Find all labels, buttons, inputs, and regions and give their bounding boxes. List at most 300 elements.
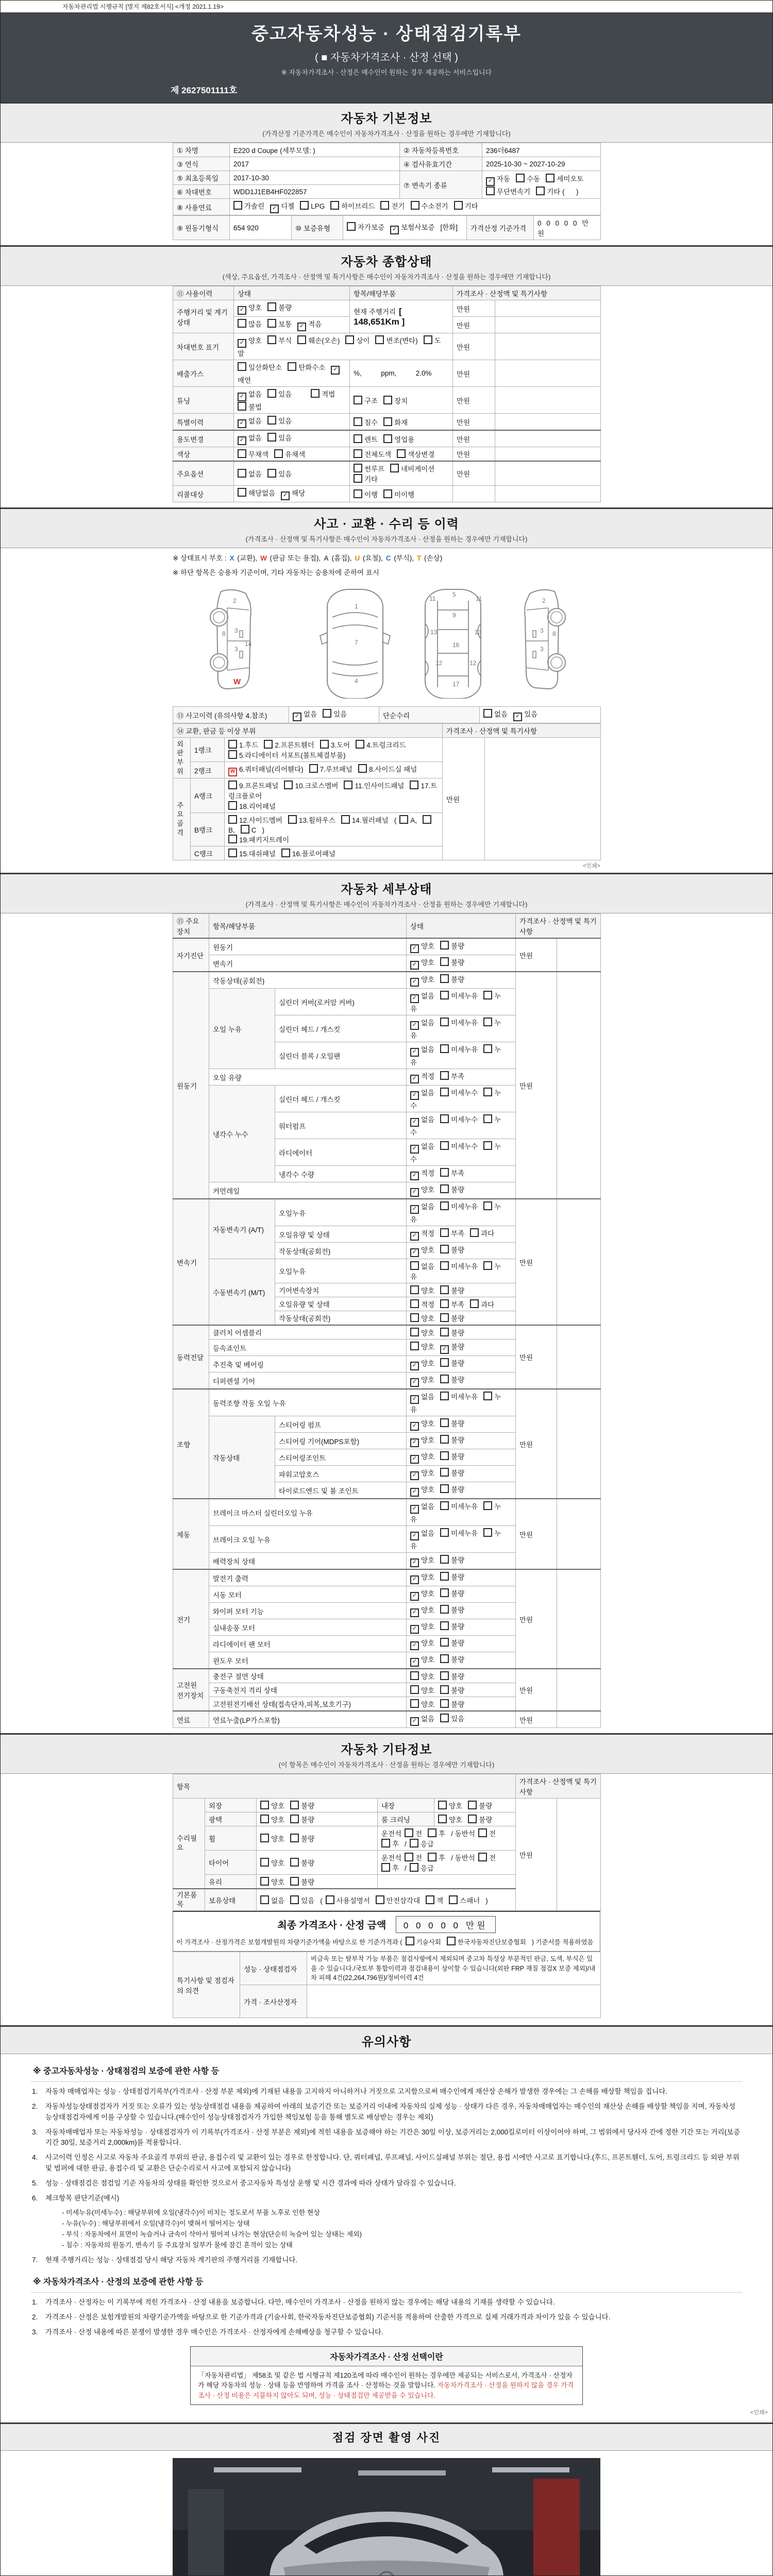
table-cell: 만원: [453, 333, 495, 360]
checkbox[interactable]: [267, 416, 276, 425]
checkbox[interactable]: [440, 1228, 449, 1237]
checkbox[interactable]: [267, 389, 276, 398]
table-cell: [257, 1875, 378, 1889]
checkbox[interactable]: [423, 815, 431, 824]
inline-text: 이 가격조사 · 산정가격은 보험개발원의 차량기준가액을 바탕으로 한 기준가격과 (: [176, 1939, 402, 1946]
checkbox[interactable]: [483, 1501, 492, 1510]
checkbox[interactable]: [260, 1815, 269, 1823]
checkbox-label: 많음: [248, 320, 262, 328]
checkbox[interactable]: [238, 419, 246, 428]
checkbox[interactable]: [410, 1658, 419, 1667]
checkbox[interactable]: [290, 1801, 299, 1809]
checkbox[interactable]: [354, 449, 362, 458]
checkbox[interactable]: [330, 201, 339, 210]
checkbox[interactable]: [410, 1685, 419, 1694]
checkbox[interactable]: [440, 1114, 449, 1123]
checkbox[interactable]: [440, 1358, 449, 1367]
checkbox[interactable]: [440, 1484, 449, 1493]
checkbox[interactable]: [410, 1532, 419, 1540]
table-cell: 2025-10-30 ~ 2027-10-29: [482, 157, 601, 171]
checkbox[interactable]: [438, 1801, 447, 1809]
checkbox[interactable]: [238, 469, 246, 478]
checkbox[interactable]: [428, 1828, 436, 1837]
checkbox[interactable]: [356, 740, 364, 749]
checkbox[interactable]: [238, 402, 246, 411]
checkbox[interactable]: [410, 1313, 419, 1322]
checkbox-label: 불량: [451, 1329, 465, 1337]
checkbox[interactable]: [440, 974, 449, 983]
checkbox[interactable]: [428, 1853, 436, 1861]
table-cell: [407, 1416, 516, 1433]
table-cell: 타이어: [205, 1851, 257, 1875]
checkbox-label: 불량: [451, 1420, 465, 1428]
table-cell: [378, 1851, 516, 1875]
checkbox[interactable]: [300, 201, 309, 210]
checkbox-label: 누수: [410, 1143, 501, 1163]
checkbox[interactable]: [478, 1853, 487, 1861]
print-mark-2[interactable]: <인쇄>: [750, 2410, 768, 2416]
checkbox[interactable]: [440, 1685, 449, 1694]
checkbox[interactable]: [341, 815, 350, 824]
checkbox[interactable]: [410, 1717, 419, 1726]
checkbox[interactable]: [440, 1044, 449, 1053]
checkbox-label: 미세누유: [451, 1046, 478, 1054]
checkbox[interactable]: [228, 849, 237, 857]
checkbox[interactable]: [483, 709, 492, 718]
table-cell: 실린더 헤드 / 개스킷: [275, 1015, 407, 1042]
checkbox[interactable]: [238, 319, 246, 328]
table-cell: [495, 414, 601, 431]
checkbox-label: 9.프론트패널: [239, 782, 279, 790]
checkbox[interactable]: [267, 319, 276, 328]
checkbox[interactable]: [483, 1141, 492, 1150]
checkbox[interactable]: [410, 994, 419, 1003]
table-cell: 만원: [516, 1669, 557, 1711]
checkbox[interactable]: [288, 815, 297, 824]
checkbox[interactable]: [410, 1505, 419, 1514]
checkbox[interactable]: [383, 489, 392, 498]
panel-number: 12: [435, 659, 443, 667]
checkbox-label: 불량: [451, 976, 465, 984]
table-cell: [407, 1182, 516, 1199]
checkbox[interactable]: [410, 1438, 419, 1447]
checkbox[interactable]: [440, 1418, 449, 1427]
checkbox[interactable]: [238, 306, 246, 315]
checkbox[interactable]: [440, 1671, 449, 1680]
checkbox-label: 미세누유: [451, 1019, 478, 1027]
checkbox[interactable]: [228, 815, 237, 824]
checkbox[interactable]: [440, 1654, 449, 1663]
checkbox[interactable]: [410, 1188, 419, 1197]
panel-number: 9: [452, 612, 456, 619]
checkbox[interactable]: [331, 366, 340, 375]
checkbox[interactable]: [440, 1572, 449, 1581]
checkbox-label: 불량: [301, 1859, 315, 1867]
checkbox[interactable]: [238, 362, 246, 371]
checkbox[interactable]: [390, 226, 399, 234]
checkbox[interactable]: [410, 1641, 419, 1650]
checkbox[interactable]: [410, 1232, 419, 1241]
checkbox[interactable]: [228, 768, 237, 776]
table-cell: [495, 300, 601, 317]
table-cell: 변속기: [173, 1199, 209, 1325]
checkbox[interactable]: [440, 1714, 449, 1722]
checkbox[interactable]: [383, 417, 392, 426]
checkbox[interactable]: [410, 1118, 419, 1127]
checkbox[interactable]: [228, 781, 237, 789]
checkbox[interactable]: [281, 492, 290, 500]
checkbox[interactable]: [288, 362, 296, 371]
checkbox[interactable]: [440, 1638, 449, 1647]
checkbox-label: 불량: [451, 1687, 465, 1694]
checkbox[interactable]: [440, 1299, 449, 1308]
table-cell: [407, 1297, 516, 1311]
checkbox[interactable]: [483, 1201, 492, 1210]
checkbox[interactable]: [267, 302, 276, 311]
checkbox[interactable]: [410, 961, 419, 970]
checkbox-label: C: [251, 826, 257, 834]
checkbox[interactable]: [438, 1815, 447, 1823]
checkbox-label: 18.리어패널: [239, 803, 276, 810]
table-cell: ⑬ 사고이력 (유의사항 4.참조): [173, 707, 289, 723]
table-cell: [407, 1526, 516, 1553]
checkbox[interactable]: [440, 991, 449, 999]
checkbox-label: 이행: [364, 490, 378, 499]
checkbox-label: 불량: [451, 1186, 465, 1194]
checkbox-label: 양호: [449, 1802, 463, 1810]
table-cell: 커먼레일: [209, 1182, 407, 1199]
checkbox[interactable]: [483, 1088, 492, 1096]
checkbox[interactable]: [536, 187, 545, 195]
checkbox[interactable]: [440, 1168, 449, 1177]
notice-body: [31, 2054, 768, 2418]
checkbox[interactable]: [440, 1605, 449, 1614]
checkbox[interactable]: [381, 1839, 390, 1848]
table-cell: 수동변속기 (M/T): [209, 1259, 275, 1326]
checkbox[interactable]: [397, 449, 406, 458]
checkbox[interactable]: [233, 201, 242, 210]
checkbox[interactable]: [410, 1608, 419, 1617]
checkbox[interactable]: [410, 978, 419, 987]
checkbox[interactable]: [405, 1853, 413, 1861]
checkbox[interactable]: [410, 1075, 419, 1083]
checkbox[interactable]: [375, 335, 384, 344]
checkbox[interactable]: [440, 1071, 449, 1080]
checkbox[interactable]: [281, 849, 290, 857]
table-cell: 원동기: [209, 938, 407, 955]
checkbox[interactable]: [410, 1299, 419, 1308]
checkbox[interactable]: [440, 1328, 449, 1336]
notice-item: 3. 가격조사 · 산정 내용에 따른 분쟁이 발생한 경우 매수인은 가격조사 · 산정자에게 손해배상을 청구할 수 있습니다.: [32, 2328, 383, 2336]
table-cell: 냉각수 누수: [209, 1086, 275, 1182]
checkbox[interactable]: [449, 1895, 458, 1904]
checkbox[interactable]: [483, 1018, 492, 1026]
checkbox[interactable]: [440, 1468, 449, 1477]
panel-number: 8: [552, 630, 556, 637]
table-cell: [350, 447, 453, 462]
checkbox[interactable]: [410, 1625, 419, 1634]
checkbox[interactable]: [238, 449, 246, 458]
checkbox[interactable]: [410, 781, 418, 789]
table-row: [173, 199, 601, 215]
checkbox[interactable]: [345, 335, 354, 344]
checkbox[interactable]: [440, 1435, 449, 1444]
checkbox[interactable]: [380, 201, 389, 210]
checkbox[interactable]: [470, 1299, 479, 1308]
checkbox[interactable]: [260, 1801, 269, 1809]
checkbox[interactable]: [228, 835, 237, 843]
checkbox[interactable]: [344, 781, 352, 789]
checkbox[interactable]: [410, 1205, 419, 1214]
checkbox[interactable]: [354, 489, 362, 498]
checkbox[interactable]: [440, 1528, 449, 1537]
table-row: [173, 1499, 601, 1526]
checkbox[interactable]: [483, 1114, 492, 1123]
checkbox[interactable]: [440, 1261, 449, 1270]
checkbox[interactable]: [410, 1863, 418, 1872]
checkbox[interactable]: [468, 1815, 477, 1823]
checkbox[interactable]: [297, 323, 306, 331]
checkbox[interactable]: [410, 1362, 419, 1370]
checkbox[interactable]: [440, 1018, 449, 1026]
legend-code: X: [229, 554, 234, 562]
checkbox[interactable]: [290, 1877, 299, 1886]
checkbox[interactable]: [440, 1699, 449, 1708]
comprehensive-body: [173, 286, 601, 502]
panel-number: 11: [429, 595, 436, 602]
table-cell: 발전기 출력: [209, 1569, 407, 1586]
checkbox-label: 2.프론트휀더: [275, 741, 314, 749]
checkbox[interactable]: [440, 1451, 449, 1460]
checkbox[interactable]: [513, 713, 522, 721]
checkbox[interactable]: [284, 781, 293, 789]
checkbox[interactable]: [383, 434, 392, 443]
panel-number: 11: [476, 595, 482, 602]
checkbox[interactable]: [293, 713, 301, 721]
table-cell: [480, 707, 601, 723]
checkbox[interactable]: [440, 957, 449, 966]
checkbox[interactable]: [486, 187, 495, 195]
checkbox[interactable]: [260, 1877, 269, 1886]
checkbox[interactable]: [410, 1172, 419, 1180]
checkbox[interactable]: [410, 1395, 419, 1404]
table-cell: [495, 387, 601, 414]
legend-code: T: [417, 554, 422, 562]
checkbox[interactable]: [440, 1184, 449, 1193]
checkbox[interactable]: [290, 1858, 299, 1867]
checkbox[interactable]: [323, 709, 331, 718]
checkbox-label: 양호: [421, 1701, 435, 1708]
checkbox[interactable]: [376, 1895, 384, 1904]
checkbox[interactable]: [440, 1285, 449, 1294]
checkbox[interactable]: [410, 1248, 419, 1257]
table-cell: [407, 1652, 516, 1669]
checkbox[interactable]: [297, 335, 306, 344]
checkbox[interactable]: [478, 1828, 487, 1837]
checkbox[interactable]: [274, 449, 283, 458]
checkbox[interactable]: [241, 825, 249, 834]
checkbox[interactable]: [440, 1375, 449, 1383]
checkbox[interactable]: [381, 1863, 390, 1872]
inline-text: ): [485, 1896, 488, 1905]
table-row: [173, 387, 601, 414]
checkbox[interactable]: [440, 1392, 449, 1400]
checkbox[interactable]: [424, 335, 432, 344]
checkbox[interactable]: [383, 396, 392, 404]
checkbox[interactable]: [440, 1345, 449, 1354]
checkbox[interactable]: [267, 335, 276, 344]
checkbox[interactable]: [483, 1392, 492, 1400]
final-price-row: [173, 1911, 600, 1952]
checkbox[interactable]: [440, 1501, 449, 1510]
checkbox[interactable]: [290, 1834, 299, 1842]
checkbox[interactable]: [228, 740, 237, 749]
table-cell: 워터펌프: [275, 1112, 407, 1139]
checkbox[interactable]: [410, 1261, 419, 1270]
checkbox-label: 양호: [421, 1360, 435, 1367]
checkbox[interactable]: [354, 474, 362, 483]
checkbox[interactable]: [270, 205, 279, 213]
checkbox[interactable]: [483, 1261, 492, 1270]
print-mark-1[interactable]: <인쇄>: [582, 863, 600, 869]
checkbox[interactable]: [454, 201, 463, 210]
table-cell: [495, 461, 601, 486]
table-cell: [407, 1482, 516, 1499]
checkbox[interactable]: [390, 464, 399, 472]
inline-text: / 동반석: [451, 1830, 475, 1838]
checkbox[interactable]: [354, 396, 362, 404]
checkbox[interactable]: [238, 436, 246, 445]
checkbox[interactable]: [440, 1555, 449, 1564]
checkbox[interactable]: [470, 1228, 479, 1237]
table-cell: [495, 486, 601, 502]
checkbox[interactable]: [486, 177, 495, 186]
checkbox[interactable]: [410, 944, 419, 953]
checkbox[interactable]: [440, 1088, 449, 1096]
table-cell: [495, 317, 601, 333]
checkbox[interactable]: [260, 1895, 269, 1904]
checkbox[interactable]: [410, 1558, 419, 1567]
checkbox[interactable]: [410, 1328, 419, 1336]
checkbox[interactable]: [410, 1342, 419, 1350]
panel-number: 5: [452, 591, 456, 598]
checkbox[interactable]: [406, 1937, 414, 1945]
checkbox[interactable]: [354, 417, 362, 426]
checkbox-label: A,: [410, 817, 417, 824]
table-cell: 수리필요: [173, 1799, 205, 1889]
checkbox[interactable]: [410, 1422, 419, 1431]
checkbox[interactable]: [311, 389, 320, 398]
checkbox[interactable]: [410, 1378, 419, 1387]
inline-text: %, ppm, 2.0%: [354, 369, 432, 377]
checkbox[interactable]: [267, 433, 276, 442]
checkbox[interactable]: [411, 201, 419, 210]
checkbox[interactable]: [483, 1044, 492, 1053]
table-cell: [434, 1799, 516, 1812]
checkbox[interactable]: [440, 1588, 449, 1597]
table-row: [173, 333, 601, 360]
checkbox[interactable]: [354, 434, 362, 443]
checkbox[interactable]: [260, 1834, 269, 1842]
checkbox[interactable]: [358, 764, 367, 773]
checkbox[interactable]: [260, 1858, 269, 1867]
checkbox[interactable]: [326, 1895, 334, 1904]
checkbox-label: 보통: [278, 320, 292, 328]
checkbox[interactable]: [410, 1592, 419, 1601]
checkbox[interactable]: [483, 991, 492, 999]
table-cell: 현재 주행거리 [ 148,651Km ]: [350, 300, 453, 333]
checkbox[interactable]: [410, 1091, 419, 1100]
checkbox[interactable]: [410, 1488, 419, 1497]
checkbox[interactable]: [290, 1895, 299, 1904]
checkbox[interactable]: [440, 1141, 449, 1150]
checkbox[interactable]: [410, 1471, 419, 1480]
checkbox[interactable]: [264, 740, 273, 749]
checkbox[interactable]: [399, 815, 408, 824]
table-cell: 외장: [205, 1799, 257, 1812]
checkbox[interactable]: [267, 469, 276, 478]
checkbox-label: 양호: [421, 942, 435, 950]
checkbox[interactable]: [354, 464, 362, 472]
checkbox[interactable]: [228, 801, 237, 810]
checkbox-label: 세미오토: [557, 175, 584, 183]
checkbox[interactable]: [309, 764, 318, 773]
checkbox[interactable]: [228, 750, 237, 759]
checkbox[interactable]: [410, 1285, 419, 1294]
checkbox[interactable]: [410, 1575, 419, 1584]
checkbox[interactable]: [468, 1801, 477, 1809]
table-cell: 연료: [173, 1711, 209, 1728]
checkbox[interactable]: [410, 1455, 419, 1464]
checkbox[interactable]: [440, 1313, 449, 1322]
checkbox[interactable]: [238, 339, 246, 348]
table-cell: [407, 938, 516, 955]
checkbox[interactable]: [410, 1671, 419, 1680]
checkbox[interactable]: [440, 1201, 449, 1210]
checkbox[interactable]: [410, 1048, 419, 1057]
table-cell: [350, 387, 453, 414]
checkbox[interactable]: [410, 1839, 418, 1848]
checkbox[interactable]: [440, 1245, 449, 1253]
section-detail-title: 자동차 세부상태: [341, 883, 432, 896]
checkbox[interactable]: [447, 1937, 456, 1945]
checkbox-label: 자동: [497, 175, 511, 183]
inline-text: (: [394, 817, 397, 824]
checkbox-label: 양호: [421, 1469, 435, 1477]
checkbox[interactable]: [320, 740, 329, 749]
checkbox[interactable]: [440, 1621, 449, 1630]
checkbox[interactable]: [238, 393, 246, 401]
checkbox-label: 없음: [304, 710, 317, 718]
checkbox[interactable]: [410, 1021, 419, 1030]
checkbox[interactable]: [483, 1528, 492, 1537]
checkbox[interactable]: [238, 488, 246, 497]
table-cell: 만원: [453, 461, 495, 486]
checkbox[interactable]: [516, 174, 525, 182]
checkbox[interactable]: [410, 1699, 419, 1708]
checkbox[interactable]: [405, 1828, 413, 1837]
checkbox-label: 양호: [421, 1376, 435, 1384]
checkbox-label: 4.트렁크리드: [366, 741, 406, 749]
checkbox[interactable]: [290, 1815, 299, 1823]
checkbox-label: 수동: [527, 175, 541, 183]
panel-number: 7: [355, 639, 358, 646]
checkbox[interactable]: [410, 1145, 419, 1154]
checkbox[interactable]: [426, 1895, 434, 1904]
checkbox[interactable]: [347, 222, 356, 231]
checkbox[interactable]: [546, 174, 554, 182]
checkbox[interactable]: [440, 941, 449, 950]
